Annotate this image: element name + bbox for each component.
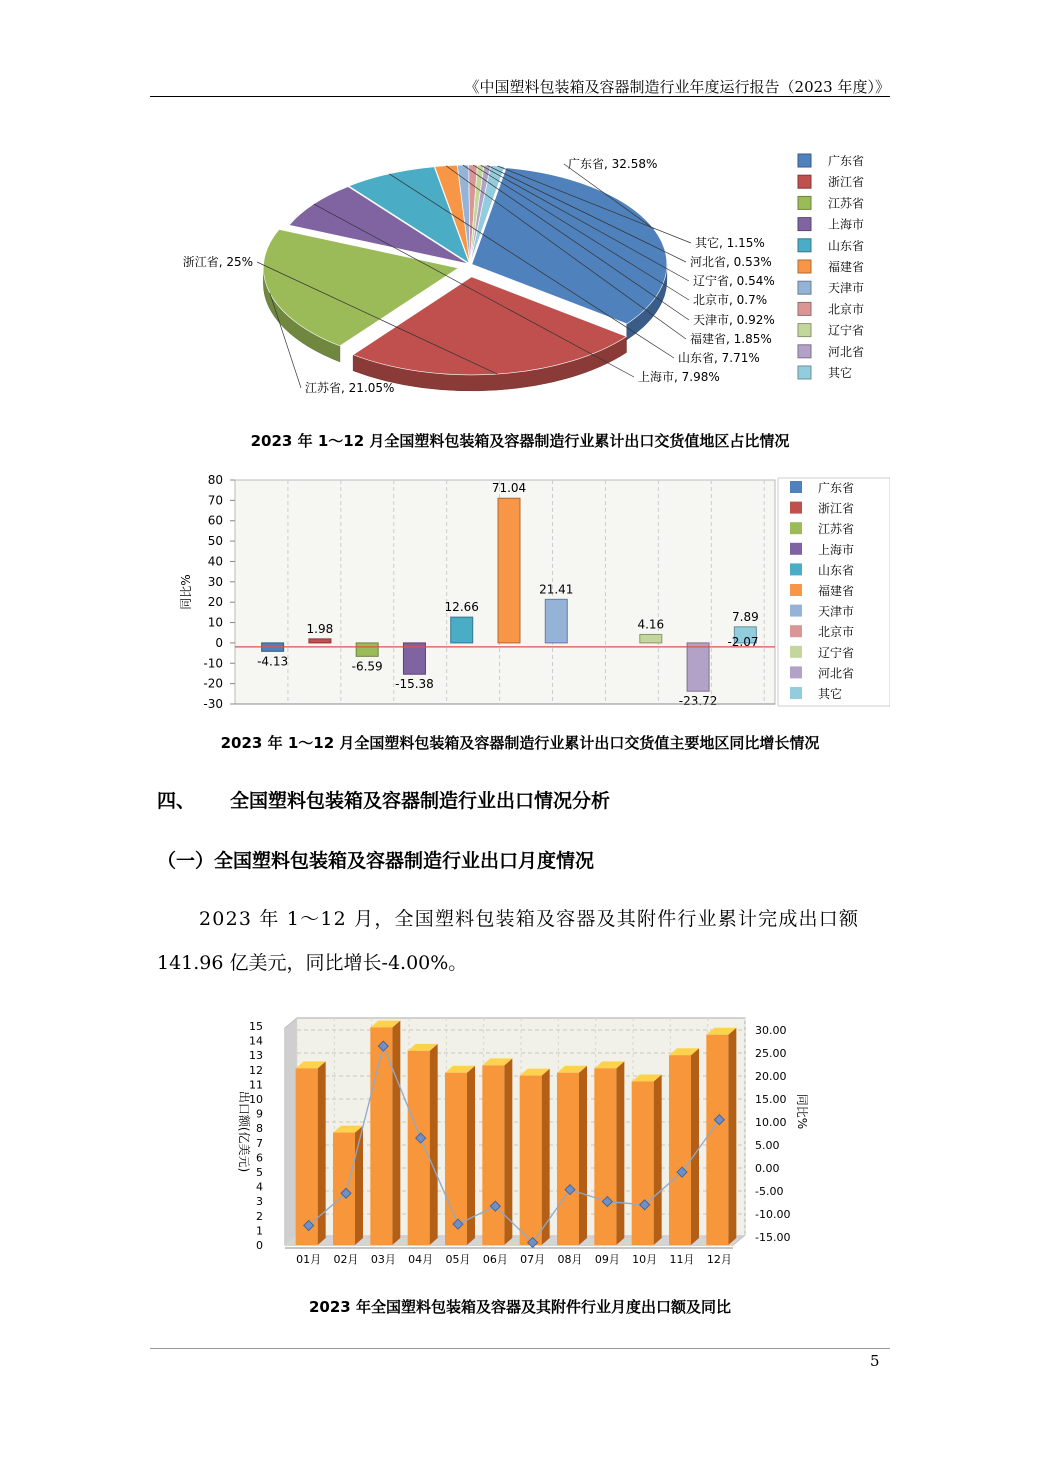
paragraph-line-2: 141.96 亿美元，同比增长-4.00%。 [157, 952, 468, 974]
y-tick-label: 14 [249, 1034, 263, 1048]
y-tick-label: 2 [256, 1209, 263, 1223]
bar [594, 1068, 616, 1245]
y-axis-label: 出口额(亿美元) [237, 1090, 251, 1173]
pie-data-label: 河北省, 0.53% [690, 255, 772, 269]
pie-data-label: 上海市, 7.98% [638, 370, 720, 384]
legend-label: 福建省 [828, 260, 865, 274]
bar [557, 1073, 579, 1245]
header-rule [150, 96, 890, 97]
pie-data-label: 浙江省, 25% [182, 255, 253, 269]
bar-value-label: -15.38 [395, 677, 434, 692]
legend-swatch [790, 543, 802, 555]
bar-side [579, 1066, 587, 1245]
legend-swatch [798, 366, 811, 379]
legend-label: 天津市 [818, 604, 855, 619]
bar-side [430, 1044, 438, 1245]
x-tick-label: 10月 [632, 1253, 658, 1266]
legend-swatch [790, 666, 802, 678]
yoy-chart-caption: 2023 年 1～12 月全国塑料包装箱及容器制造行业累计出口交货值主要地区同比增长情况 [220, 734, 820, 752]
y2-tick-label: 15.00 [755, 1093, 787, 1106]
footer-rule [150, 1348, 890, 1349]
bar-value-label: 1.98 [306, 621, 334, 636]
y2-tick-label: 10.00 [755, 1116, 787, 1129]
bar [498, 498, 520, 643]
legend-label: 浙江省 [818, 501, 855, 516]
bar [632, 1081, 654, 1245]
bar-value-label: 7.89 [732, 609, 759, 624]
page-number: 5 [870, 1352, 880, 1370]
y-tick-label: 10 [207, 615, 223, 630]
legend-swatch [798, 154, 811, 167]
bar [296, 1068, 318, 1245]
monthly-chart-caption: 2023 年全国塑料包装箱及容器及其附件行业月度出口额及同比 [309, 1298, 731, 1316]
pie-chart-caption: 2023 年 1～12 月全国塑料包装箱及容器制造行业累计出口交货值地区占比情况 [250, 432, 790, 450]
bar-value-label: -6.59 [351, 659, 383, 674]
y-tick-label: 0 [215, 635, 223, 650]
average-line-label: -2.07 [727, 634, 759, 649]
legend-label: 其它 [828, 366, 853, 380]
legend-swatch [790, 563, 802, 575]
pie-chart [150, 140, 890, 410]
y2-axis-label: 同比% [795, 1093, 809, 1130]
x-tick-label: 07月 [520, 1253, 546, 1266]
bar [408, 1051, 430, 1245]
legend-swatch [798, 302, 811, 315]
y-tick-label: 5 [256, 1166, 263, 1179]
x-tick-label: 09月 [594, 1253, 620, 1266]
bar-value-label: 4.16 [637, 617, 665, 632]
y-tick-label: -30 [203, 697, 223, 711]
y2-tick-label: -5.00 [755, 1185, 784, 1198]
legend-label: 上海市 [818, 542, 855, 557]
pie-legend [798, 153, 864, 380]
x-tick-label: 05月 [445, 1253, 471, 1266]
x-tick-label: 06月 [482, 1253, 508, 1266]
bar [706, 1035, 728, 1245]
x-tick-label: 02月 [333, 1253, 359, 1266]
legend-label: 上海市 [828, 217, 865, 232]
y-tick-label: 60 [207, 513, 223, 528]
x-tick-label: 12月 [706, 1253, 732, 1266]
bar-side [542, 1069, 550, 1245]
legend-swatch [790, 502, 802, 514]
pie-data-label: 其它, 1.15% [695, 236, 765, 250]
y-tick-label: 11 [249, 1078, 263, 1092]
monthly-export-chart [200, 1010, 820, 1285]
bar-value-label: -23.72 [678, 694, 718, 709]
legend-swatch [790, 687, 802, 699]
bar [669, 1055, 691, 1245]
y2-tick-label: 25.00 [755, 1047, 787, 1060]
subsection-heading: （一）全国塑料包装箱及容器制造行业出口月度情况 [157, 850, 595, 872]
bar [356, 643, 378, 656]
legend-label: 河北省 [818, 666, 855, 681]
y-tick-label: -10 [203, 656, 223, 671]
y-tick-label: 12 [249, 1063, 263, 1077]
bar-side [654, 1074, 662, 1245]
legend-label: 山东省 [828, 238, 865, 253]
y-tick-label: 8 [256, 1122, 263, 1136]
y-tick-label: 80 [207, 473, 223, 487]
y2-tick-label: 30.00 [755, 1024, 787, 1037]
legend-label: 辽宁省 [818, 645, 855, 660]
legend-swatch [798, 260, 811, 273]
y-tick-label: 13 [249, 1049, 263, 1063]
legend-label: 辽宁省 [828, 323, 865, 338]
legend-swatch [790, 522, 802, 534]
y2-tick-label: 5.00 [755, 1139, 780, 1152]
bar-value-label: 71.04 [491, 481, 527, 496]
bar [451, 617, 473, 643]
legend-label: 天津市 [828, 281, 865, 296]
x-tick-label: 11月 [669, 1253, 695, 1266]
y-tick-label: 70 [207, 493, 223, 508]
paragraph-line-1: 2023 年 1～12 月，全国塑料包装箱及容器及其附件行业累计完成出口额 [199, 908, 860, 930]
legend-label: 河北省 [828, 344, 865, 359]
y2-tick-label: -15.00 [755, 1231, 791, 1244]
legend-label: 广东省 [828, 154, 865, 168]
bar-value-label: -4.13 [257, 654, 289, 669]
y-tick-label: 1 [256, 1224, 263, 1238]
pie-data-label: 辽宁省, 0.54% [693, 274, 775, 288]
legend-label: 江苏省 [828, 196, 865, 211]
y-tick-label: 6 [256, 1151, 263, 1165]
legend-swatch [798, 239, 811, 252]
pie-data-label: 山东省, 7.71% [678, 351, 760, 365]
pie-data-label: 广东省, 32.58% [568, 157, 658, 171]
bar [403, 643, 425, 674]
y-tick-label: 7 [256, 1136, 263, 1150]
y-tick-label: -20 [203, 676, 223, 691]
pie-slices [263, 165, 666, 391]
legend-swatch [790, 481, 802, 493]
y-axis-label: 同比% [179, 574, 193, 610]
legend-swatch [798, 281, 811, 294]
y-tick-label: 20 [207, 595, 223, 610]
legend-label: 山东省 [818, 563, 855, 578]
pie-data-label: 江苏省, 21.05% [305, 381, 395, 395]
legend-swatch [790, 625, 802, 637]
legend-swatch [798, 175, 811, 188]
legend-label: 其它 [818, 687, 843, 701]
legend-label: 浙江省 [828, 175, 865, 190]
bar [333, 1133, 355, 1245]
legend-swatch [790, 605, 802, 617]
bar [545, 599, 567, 643]
y2-tick-label: 20.00 [755, 1070, 787, 1083]
bar [520, 1076, 542, 1245]
x-tick-label: 04月 [408, 1253, 434, 1266]
plot-side-wall [285, 1018, 297, 1245]
y-tick-label: 15 [249, 1020, 263, 1033]
bar [482, 1065, 504, 1245]
y-tick-label: 30 [207, 574, 223, 589]
bar-side [691, 1048, 699, 1245]
x-tick-label: 08月 [557, 1253, 583, 1266]
y-tick-label: 0 [256, 1239, 263, 1252]
legend-swatch [798, 345, 811, 358]
y2-tick-label: -10.00 [755, 1208, 791, 1221]
legend-label: 广东省 [818, 481, 855, 495]
bar-side [728, 1028, 736, 1245]
y-tick-label: 9 [256, 1107, 263, 1121]
x-tick-label: 03月 [370, 1253, 396, 1266]
section-heading: 全国塑料包装箱及容器制造行业出口情况分析 [230, 790, 611, 812]
legend-label: 北京市 [828, 302, 865, 317]
bar-value-label: 12.66 [444, 600, 479, 615]
bar [640, 634, 662, 642]
pie-data-label: 北京市, 0.7% [693, 293, 768, 307]
bar [687, 643, 709, 691]
legend-swatch [798, 196, 811, 209]
bar-value-label: 21.41 [539, 582, 574, 597]
legend-swatch [790, 646, 802, 658]
pie-data-label: 福建省, 1.85% [690, 332, 772, 346]
bar-side [616, 1061, 624, 1245]
legend-label: 江苏省 [818, 522, 855, 537]
y-tick-label: 4 [256, 1180, 263, 1194]
legend-swatch [798, 218, 811, 231]
yoy-bar-chart [150, 468, 890, 723]
legend-label: 福建省 [818, 584, 855, 598]
legend-swatch [790, 584, 802, 596]
y2-tick-label: 0.00 [755, 1162, 780, 1175]
pie-data-label: 天津市, 0.92% [693, 313, 775, 327]
legend-label: 北京市 [818, 625, 855, 640]
y-tick-label: 3 [256, 1195, 263, 1209]
x-tick-label: 01月 [296, 1253, 322, 1266]
legend-swatch [798, 324, 811, 337]
y-tick-label: 10 [249, 1093, 263, 1106]
bar [309, 639, 331, 643]
bar-side [392, 1020, 400, 1245]
y-tick-label: 40 [207, 554, 223, 569]
section-heading-number: 四、 [157, 790, 196, 812]
running-header: 《中国塑料包装箱及容器制造行业年度运行报告（2023 年度）》 [464, 78, 890, 96]
yoy-legend [778, 478, 890, 706]
y-tick-label: 50 [207, 534, 223, 549]
